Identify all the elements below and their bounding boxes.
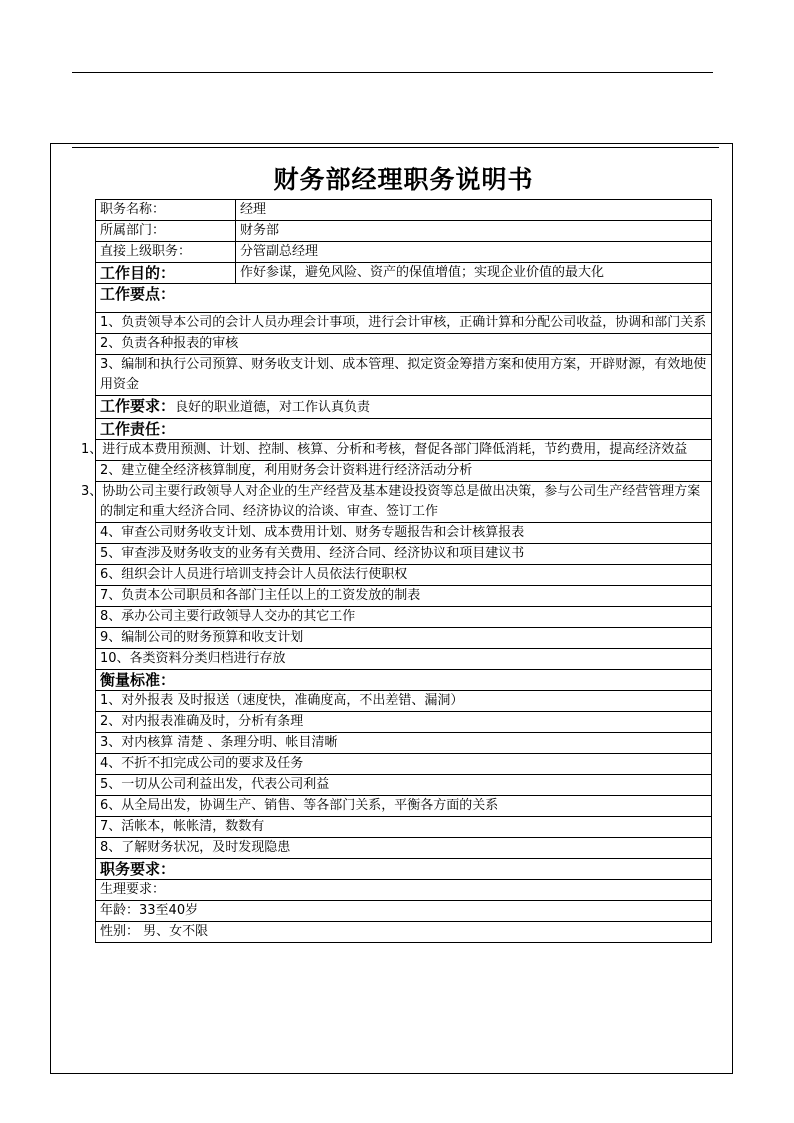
list-item bbox=[96, 901, 712, 922]
field-label: 直接上级职务： bbox=[96, 242, 236, 263]
list-item bbox=[96, 482, 712, 523]
standards-heading: 衡量标准： bbox=[96, 670, 712, 691]
job-requirement-item: 生理要求： bbox=[96, 880, 712, 901]
field-value: 财务部 bbox=[236, 221, 712, 242]
list-item bbox=[96, 544, 712, 565]
list-item bbox=[96, 838, 712, 859]
list-item bbox=[96, 523, 712, 544]
list-item bbox=[96, 796, 712, 817]
job-requirement-item: 年龄：33至40岁 bbox=[96, 901, 712, 922]
responsibility-item: 8、承办公司主要行政领导人交办的其它工作 bbox=[96, 607, 712, 628]
responsibility-item: 3、协助公司主要行政领导人对企业的生产经营及基本建设投资等总是做出决策，参与公司生产经营管理方案的制定和重大经济合同、经济协议的洽谈、审查、签订工作 bbox=[96, 482, 712, 523]
requirement-text: 良好的职业道德，对工作认真负责 bbox=[175, 400, 371, 415]
responsibility-item: 1、进行成本费用预测、计划、控制、核算、分析和考核，督促各部门降低消耗，节约费用，提高经济效益 bbox=[96, 440, 712, 461]
standard-item: 8、了解财务状况，及时发现隐患 bbox=[96, 838, 712, 859]
list-item bbox=[96, 334, 712, 355]
job-spec-table bbox=[81, 199, 712, 943]
requirement-heading: 工作要求： bbox=[100, 397, 176, 415]
key-point-item: 3、编制和执行公司预算、财务收支计划、成本管理、拟定资金筹措方案和使用方案，开辟财源，有效地使用资金 bbox=[96, 355, 712, 396]
work-requirement-cell bbox=[96, 396, 712, 419]
standard-item: 7、活帐本，帐帐清，数数有 bbox=[96, 817, 712, 838]
standard-item: 6、从全局出发，协调生产、销售、等各部门关系，平衡各方面的关系 bbox=[96, 796, 712, 817]
field-row-purpose bbox=[96, 263, 712, 284]
list-item bbox=[96, 586, 712, 607]
responsibilities-heading: 工作责任： bbox=[96, 419, 712, 440]
frame-inner-rule bbox=[72, 147, 719, 148]
list-item bbox=[96, 817, 712, 838]
list-item bbox=[96, 313, 712, 334]
list-item bbox=[96, 355, 712, 396]
field-row-department bbox=[96, 221, 712, 242]
list-item bbox=[96, 922, 712, 943]
list-item bbox=[96, 733, 712, 754]
list-item bbox=[96, 880, 712, 901]
key-point-item: 1、负责领导本公司的会计人员办理会计事项，进行会计审核，正确计算和分配公司收益，协调和部门关系 bbox=[96, 313, 712, 334]
standard-item: 5、一切从公司利益出发，代表公司利益 bbox=[96, 775, 712, 796]
responsibility-item: 6、组织会计人员进行培训支持会计人员依法行使职权 bbox=[96, 565, 712, 586]
key-point-item: 2、负责各种报表的审核 bbox=[96, 334, 712, 355]
list-item bbox=[96, 607, 712, 628]
job-requirements-heading: 职务要求： bbox=[96, 859, 712, 880]
section-heading-row bbox=[96, 670, 712, 691]
requirement-row bbox=[96, 396, 712, 419]
list-item bbox=[96, 628, 712, 649]
standard-item: 3、对内核算 清楚 、条理分明、帐目清晰 bbox=[96, 733, 712, 754]
field-label: 职务名称： bbox=[96, 200, 236, 221]
list-item bbox=[96, 691, 712, 712]
list-item bbox=[96, 440, 712, 461]
list-item bbox=[96, 461, 712, 482]
field-row-job-title bbox=[96, 200, 712, 221]
list-item bbox=[96, 775, 712, 796]
list-item bbox=[96, 649, 712, 670]
responsibility-item: 4、审查公司财务收支计划、成本费用计划、财务专题报告和会计核算报表 bbox=[96, 523, 712, 544]
standard-item: 2、对内报表准确及时，分析有条理 bbox=[96, 712, 712, 733]
field-label: 工作目的： bbox=[96, 263, 236, 284]
responsibility-item: 9、编制公司的财务预算和收支计划 bbox=[96, 628, 712, 649]
responsibility-item: 2、建立健全经济核算制度，利用财务会计资料进行经济活动分析 bbox=[96, 461, 712, 482]
field-value: 经理 bbox=[236, 200, 712, 221]
header-rule bbox=[72, 72, 713, 73]
responsibility-item: 5、审查涉及财务收支的业务有关费用、经济合同、经济协议和项目建议书 bbox=[96, 544, 712, 565]
responsibility-item: 7、负责本公司职员和各部门主任以上的工资发放的制表 bbox=[96, 586, 712, 607]
responsibility-item: 10、各类资料分类归档进行存放 bbox=[96, 649, 712, 670]
section-heading-row bbox=[96, 284, 712, 313]
list-item bbox=[96, 754, 712, 775]
field-label: 所属部门： bbox=[96, 221, 236, 242]
list-item bbox=[96, 712, 712, 733]
document-title: 财务部经理职务说明书 bbox=[273, 165, 534, 194]
standard-item: 1、对外报表 及时报送（速度快，准确度高，不出差错、漏洞） bbox=[96, 691, 712, 712]
section-heading-row bbox=[96, 419, 712, 440]
job-requirement-item: 性别： 男、女不限 bbox=[96, 922, 712, 943]
list-item bbox=[96, 565, 712, 586]
field-value: 作好参谋，避免风险、资产的保值增值；实现企业价值的最大化 bbox=[236, 263, 712, 284]
section-heading-row bbox=[96, 859, 712, 880]
field-row-supervisor bbox=[96, 242, 712, 263]
standard-item: 4、不折不扣完成公司的要求及任务 bbox=[96, 754, 712, 775]
key-points-heading: 工作要点： bbox=[96, 284, 712, 313]
field-value: 分管副总经理 bbox=[236, 242, 712, 263]
